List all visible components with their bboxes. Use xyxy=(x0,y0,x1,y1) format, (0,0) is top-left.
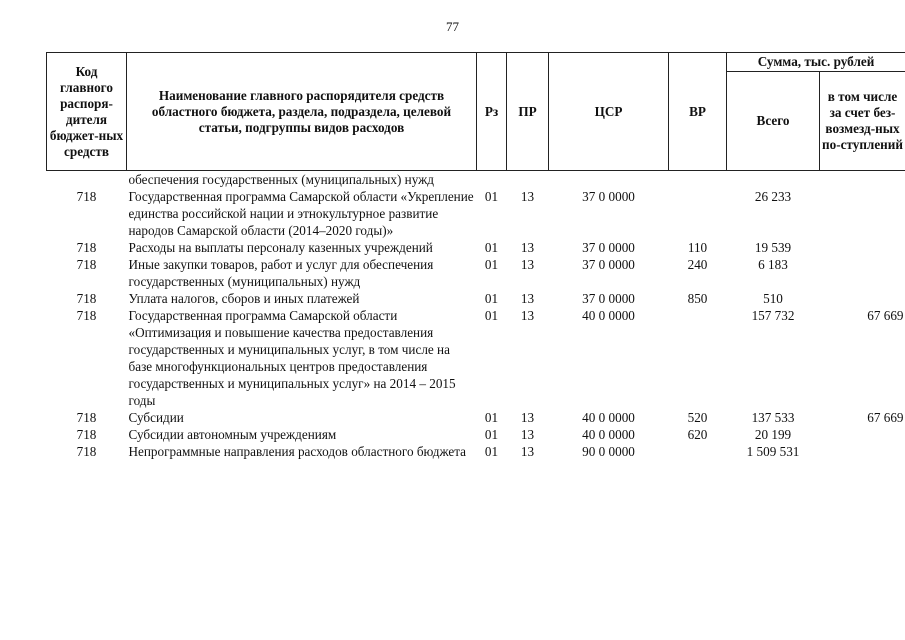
cell-free xyxy=(820,171,905,189)
cell-vr xyxy=(669,443,727,460)
header-pr: ПР xyxy=(507,53,549,171)
cell-pr: 13 xyxy=(520,291,535,306)
table-row xyxy=(47,426,905,443)
table-row xyxy=(47,290,905,307)
table-row xyxy=(47,239,905,256)
cell-name: Расходы на выплаты персоналу казенных учреждений xyxy=(128,240,433,255)
cell-vr: 520 xyxy=(687,410,708,425)
cell-code: 718 xyxy=(76,410,97,425)
cell-code: 718 xyxy=(76,427,97,442)
header-code: Код главного распоря-дителя бюджет-ных средств xyxy=(47,53,127,171)
cell-csr: 37 0 0000 xyxy=(582,189,635,204)
header-free: в том числе за счет без-возмезд-ных по-ступлений xyxy=(820,72,905,171)
cell-total: 26 233 xyxy=(754,189,792,204)
cell-name: Субсидии автономным учреждениям xyxy=(128,427,337,442)
cell-free xyxy=(820,290,905,307)
page-number: 77 xyxy=(446,19,459,34)
cell-total: 1 509 531 xyxy=(746,444,800,459)
cell-pr: 13 xyxy=(520,257,535,272)
table-row xyxy=(47,443,905,460)
header-rz: Рз xyxy=(477,53,507,171)
cell-name: Уплата налогов, сборов и иных платежей xyxy=(128,291,360,306)
cell-total: 157 732 xyxy=(751,308,795,323)
cell-csr: 40 0 0000 xyxy=(582,308,635,323)
header-name: Наименование главного распорядителя средств областного бюджета, раздела, подраздела, целевой статьи, подгруппы видов расходов xyxy=(127,53,477,171)
cell-free xyxy=(820,426,905,443)
header-sum-group: Сумма, тыс. рублей xyxy=(727,53,905,72)
cell-total: 510 xyxy=(763,291,783,306)
cell-free xyxy=(820,239,905,256)
cell-rz: 01 xyxy=(484,308,499,323)
cell-name: Государственная программа Самарской области «Укрепление единства российской нации и этнокультурное развитие народов Самарской области (2014–2020 годы)» xyxy=(128,189,474,238)
header-vr: ВР xyxy=(669,53,727,171)
cell-rz: 01 xyxy=(484,257,499,272)
cell-total: 20 199 xyxy=(754,427,792,442)
cell-free: 67 669 xyxy=(867,410,904,425)
table-body xyxy=(47,171,905,461)
cell-csr: 40 0 0000 xyxy=(582,427,635,442)
cell-pr xyxy=(507,171,549,189)
cell-code: 718 xyxy=(76,308,97,323)
cell-pr: 13 xyxy=(520,410,535,425)
cell-csr: 37 0 0000 xyxy=(582,257,635,272)
cell-code: 718 xyxy=(76,444,97,459)
cell-csr: 37 0 0000 xyxy=(582,291,635,306)
table-row xyxy=(47,256,905,290)
cell-code: 718 xyxy=(76,189,97,204)
cell-csr: 90 0 0000 xyxy=(582,444,635,459)
header-total: Всего xyxy=(727,72,820,171)
cell-total: 137 533 xyxy=(751,410,795,425)
cell-vr xyxy=(669,188,727,239)
cell-free xyxy=(820,188,905,239)
cell-vr: 620 xyxy=(687,427,708,442)
cell-total xyxy=(727,171,820,189)
cell-name: Непрограммные направления расходов областного бюджета xyxy=(128,444,467,459)
cell-pr: 13 xyxy=(520,444,535,459)
cell-rz: 01 xyxy=(484,410,499,425)
table-header xyxy=(47,53,905,171)
cell-vr xyxy=(669,171,727,189)
cell-name: Государственная программа Самарской области «Оптимизация и повышение качества предоставления государственных и муниципальных услуг, в том числе на базе многофункциональных центров предоставления государственных и муниципальных услуг» на 2014 – 2015 годы xyxy=(128,308,456,408)
table-row xyxy=(47,188,905,239)
cell-vr xyxy=(669,307,727,409)
table-row xyxy=(47,307,905,409)
cell-code: 718 xyxy=(76,240,97,255)
cell-free xyxy=(820,256,905,290)
cell-csr: 40 0 0000 xyxy=(582,410,635,425)
cell-rz: 01 xyxy=(484,444,499,459)
cell-csr: 37 0 0000 xyxy=(582,240,635,255)
budget-table xyxy=(46,52,905,460)
cell-pr: 13 xyxy=(520,240,535,255)
cell-code: 718 xyxy=(76,257,97,272)
cell-free xyxy=(820,443,905,460)
cell-vr: 850 xyxy=(687,291,708,306)
cell-rz: 01 xyxy=(484,189,499,204)
table-row xyxy=(47,409,905,426)
cell-name: обеспечения государственных (муниципальных) нужд xyxy=(128,172,434,187)
table-row xyxy=(47,171,905,189)
cell-name: Субсидии xyxy=(128,410,184,425)
cell-csr xyxy=(549,171,669,189)
cell-vr: 110 xyxy=(687,240,708,255)
cell-pr: 13 xyxy=(520,189,535,204)
cell-free: 67 669 xyxy=(867,308,904,323)
cell-name: Иные закупки товаров, работ и услуг для обеспечения государственных (муниципальных) нужд xyxy=(128,257,434,289)
cell-total: 6 183 xyxy=(758,257,788,272)
cell-vr: 240 xyxy=(687,257,708,272)
cell-pr: 13 xyxy=(520,308,535,323)
cell-rz xyxy=(477,171,507,189)
cell-code: 718 xyxy=(76,291,97,306)
cell-pr: 13 xyxy=(520,427,535,442)
header-csr: ЦСР xyxy=(549,53,669,171)
cell-code xyxy=(47,171,127,189)
cell-rz: 01 xyxy=(484,240,499,255)
cell-total: 19 539 xyxy=(754,240,792,255)
cell-rz: 01 xyxy=(484,291,499,306)
cell-rz: 01 xyxy=(484,427,499,442)
